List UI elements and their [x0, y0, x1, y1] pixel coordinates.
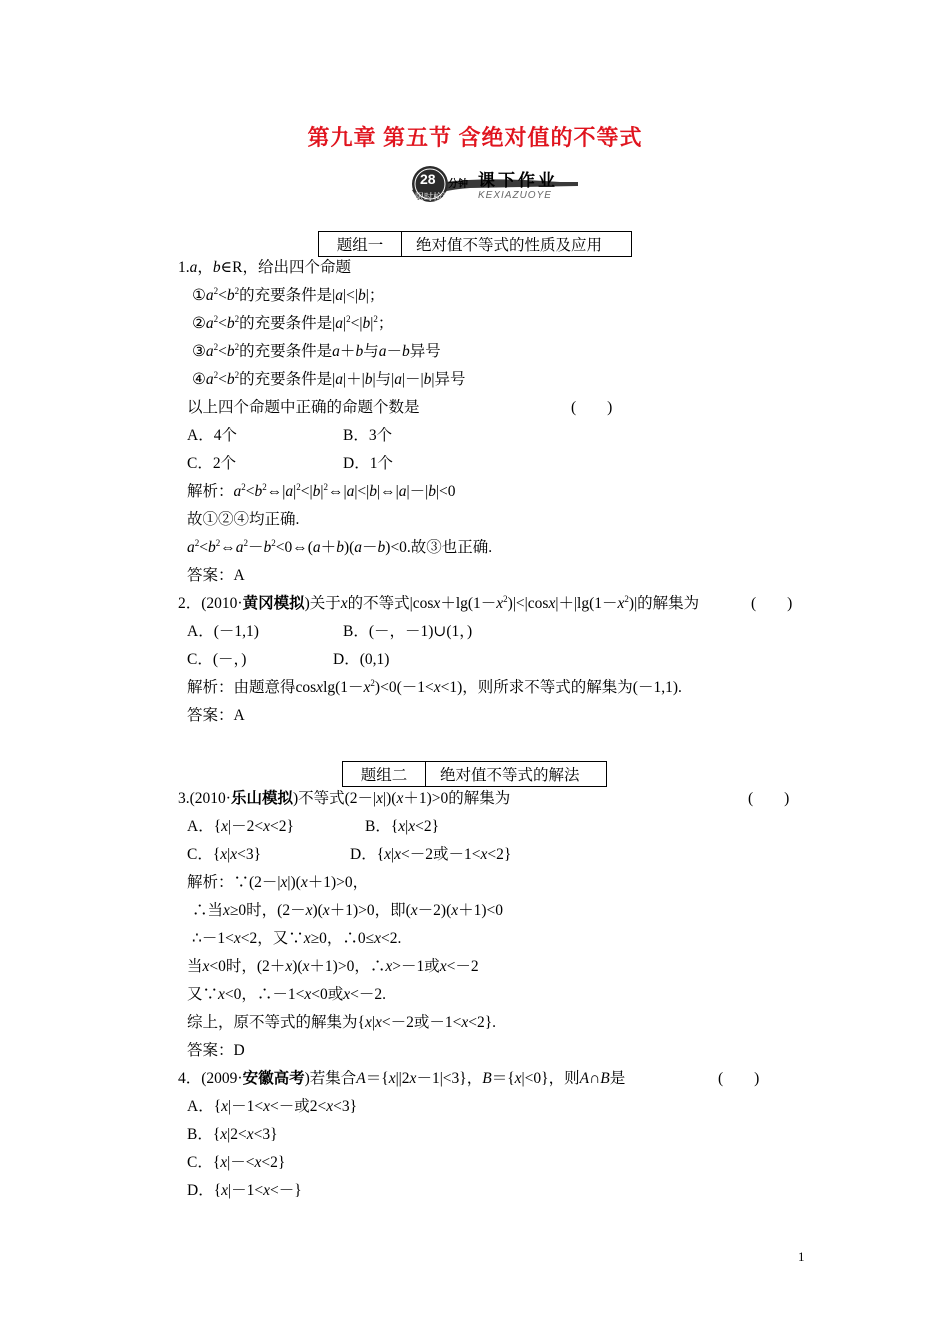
q3-stem: 3.(2010·乐山模拟)不等式(2－|x|)(x＋1)>0的解集为	[178, 790, 511, 807]
group2-header	[342, 761, 607, 787]
q3-analysis-5: 又∵x<0，∴－1<x<0或x<－2.	[187, 986, 387, 1003]
q1-option-a: A．4个	[187, 427, 237, 444]
badge-minutes: 分钟	[448, 179, 468, 190]
q3-option-a: A．{x|－2<x<2}	[187, 818, 294, 835]
q3-analysis-1: 解析：∵(2－|x|)(x＋1)>0，	[187, 874, 369, 891]
group1-topic: 绝对值不等式的性质及应用	[416, 237, 603, 254]
q2-option-b: B．(－，－1)∪(1，)	[343, 623, 473, 640]
q1-analysis-2: 故①②④均正确.	[187, 511, 300, 528]
group2-topic: 绝对值不等式的解法	[440, 767, 580, 784]
q3-option-b: B．{x|x<2}	[365, 818, 440, 835]
q3-option-c: C．{x|x<3}	[187, 846, 262, 863]
q1-stem: 1.a，b∈R，给出四个命题	[178, 259, 351, 276]
q3-analysis-2: ∴当x≥0时，(2－x)(x＋1)>0，即(x－2)(x＋1)<0	[192, 902, 504, 919]
group1-name: 题组一	[319, 232, 402, 256]
q4-option-d: D．{x|－1<x<－}	[187, 1182, 302, 1199]
badge-label: 课下作业	[478, 171, 558, 191]
q1-answer-blank: ( )	[571, 399, 613, 416]
q1-option-c: C．2个	[187, 455, 237, 472]
q3-answer: 答案：D	[187, 1042, 245, 1059]
q1-option-d: D．1个	[343, 455, 393, 472]
q2-option-c: C．(－，)	[187, 651, 247, 668]
q3-analysis-3: ∴－1<x<2，又∵x≥0，∴0≤x<2.	[192, 930, 402, 947]
badge-check: 限时检测	[415, 193, 452, 203]
group2-name: 题组二	[343, 762, 426, 786]
q1-answer: 答案：A	[187, 567, 245, 584]
q1-proposition-1: $①a^2<b^2$的充要条件是|a|<|b|；	[192, 286, 385, 304]
q1-proposition-3: $③a^2<b^2$的充要条件是a＋b与a－b异号	[192, 342, 441, 360]
badge-number: 28	[420, 171, 436, 187]
q1-analysis-3: $a^2<b^2\Leftrightarrow a^2-b^2<0\Leftrightarrow(a+b)(a-b)<0$.故③也正确.	[187, 538, 493, 556]
q1-analysis-1: 解析：$a^2<b^2\Leftrightarrow|a|^2<|b|^2\Leftrightarrow|a|<|b|\Leftrightarrow|a|-|b|<0$	[187, 482, 456, 500]
q3-analysis-6: 综上，原不等式的解集为{x|x<－2或－1<x<2}.	[187, 1014, 497, 1031]
q4-answer-blank: ( )	[718, 1070, 760, 1087]
q4-option-c: C．{x|－<x<2}	[187, 1154, 286, 1171]
q2-option-d: D．(0,1)	[333, 651, 390, 668]
q3-option-d: D．{x|x<－2或－1<x<2}	[350, 846, 512, 863]
homework-badge	[410, 160, 580, 208]
q1-ask: 以上四个命题中正确的命题个数是	[187, 399, 420, 416]
q1-option-b: B．3个	[343, 427, 393, 444]
q4-option-a: A．{x|－1<x<－或2<x<3}	[187, 1098, 358, 1115]
badge-pinyin: KEXIAZUOYE	[478, 190, 552, 201]
q4-option-b: B．{x|2<x<3}	[187, 1126, 278, 1143]
group1-header	[318, 231, 632, 257]
page-title: 第九章 第五节 含绝对值的不等式	[307, 125, 643, 150]
page-number: 1	[798, 1249, 805, 1264]
q2-option-a: A．(－1,1)	[187, 623, 259, 640]
q4-stem: 4．(2009·安徽高考)若集合A＝{x||2x－1|<3}，B＝{x|<0}，则A∩B是	[178, 1070, 626, 1087]
q2-analysis: 解析：由题意得$cosxlg(1-x^2)<0(-1<x<1)$，则所求不等式的解集为(－1,1).	[187, 678, 682, 696]
q2-stem: 2．(2010·黄冈模拟)关于x的不等式$|\cos x+\lg(1-x^2)|<|\cos x|+|\lg(1-x^2)|$的解集为	[178, 594, 700, 612]
q2-answer-blank: ( )	[751, 595, 793, 612]
q1-proposition-4: $④a^2<b^2$的充要条件是|a|＋|b|与|a|－|b|异号	[192, 370, 466, 388]
q3-analysis-4: 当x<0时，(2＋x)(x＋1)>0，∴x>－1或x<－2	[187, 958, 479, 975]
q2-answer: 答案：A	[187, 707, 245, 724]
q3-answer-blank: ( )	[748, 790, 790, 807]
q1-proposition-2: $②a^2<b^2$的充要条件是$|a|^2<|b|^2$；	[192, 314, 394, 332]
